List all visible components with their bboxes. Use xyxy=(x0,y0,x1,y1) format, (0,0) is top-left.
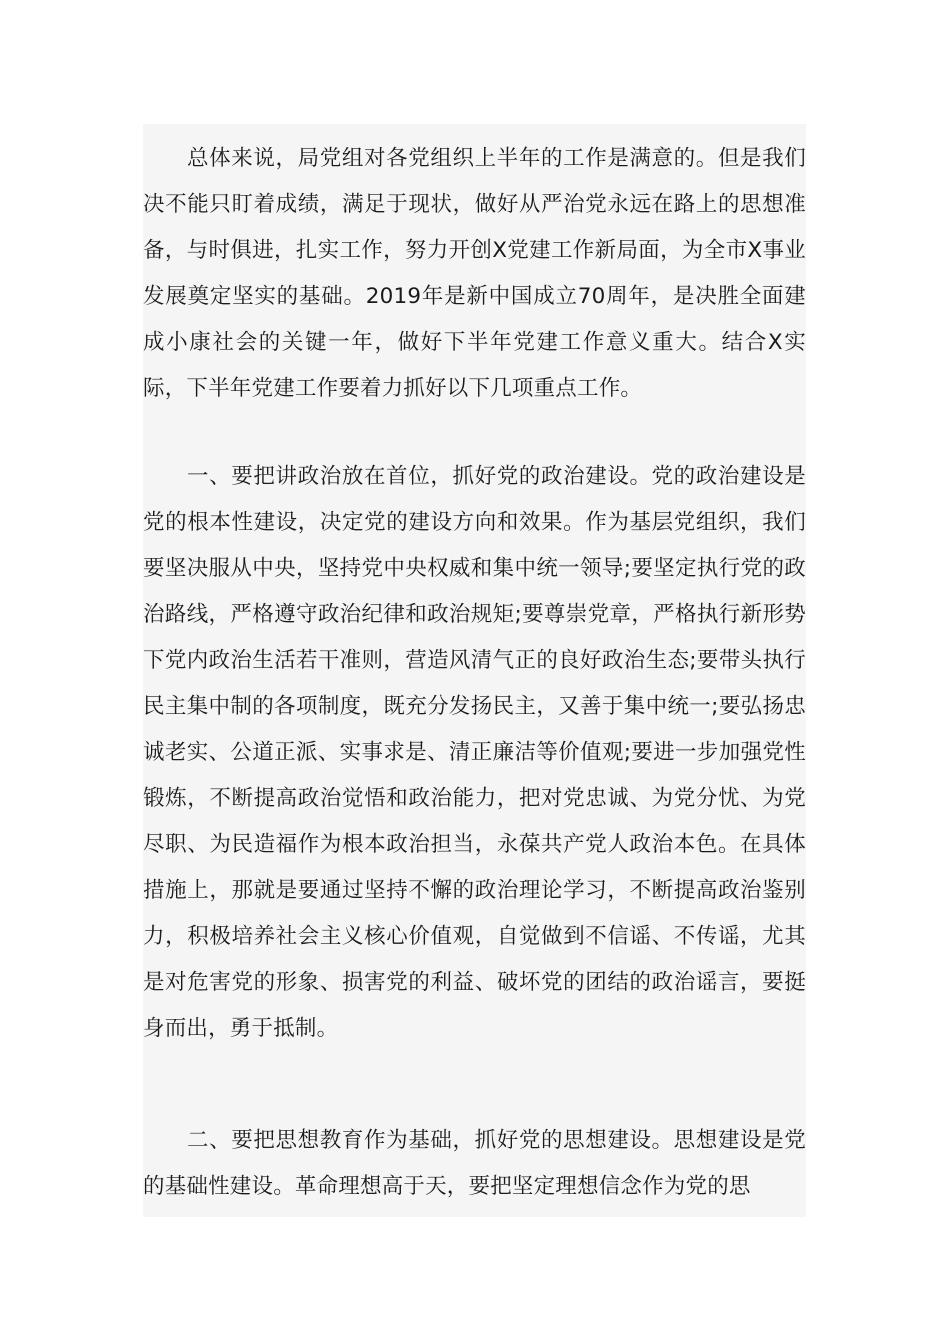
paragraph-ideological-building: 二、要把思想教育作为基础，抓好党的思想建设。思想建设是党的基础性建设。革命理想高于天，要把坚定理想信念作为党的思 xyxy=(143,1128,806,1199)
paragraph-political-building: 一、要把讲政治放在首位，抓好党的政治建设。党的政治建设是党的根本性建设，决定党的建设方向和效果。作为基层党组织，我们要坚决服从中央，坚持党中央权威和集中统一领导;要坚定执行党的政治路线，严格遵守政治纪律和政治规矩;要尊崇党章，严格执行新形势下党内政治生活若干准则，营造风清气正的良好政治生态;要带头执行民主集中制的各项制度，既充分发扬民主，又善于集中统一;要弘扬忠诚老实、公道正派、实事求是、清正廉洁等价值观;要进一步加强党性锻炼，不断提高政治觉悟和政治能力，把对党忠诚、为党分忧、为党尽职、为民造福作为根本政治担当，永葆共产党人政治本色。在具体措施上，那就是要通过坚持不懈的政治理论学习，不断提高政治鉴别力，积极培养社会主义核心价值观，自觉做到不信谣、不传谣，尤其是对危害党的形象、损害党的利益、破坏党的团结的政治谣言，要挺身而出，勇于抵制。 xyxy=(143,464,806,1041)
paragraph-block-3 xyxy=(143,1113,806,1217)
paragraph-block-2 xyxy=(143,452,806,1113)
paragraph-block-1 xyxy=(143,124,806,452)
paragraph-intro: 总体来说，局党组对各党组织上半年的工作是满意的。但是我们决不能只盯着成绩，满足于现状，做好从严治党永远在路上的思想准备，与时俱进，扎实工作，努力开创X党建工作新局面，为全市X事业发展奠定坚实的基础。2019年是新中国成立70周年，是决胜全面建成小康社会的关键一年，做好下半年党建工作意义重大。结合X实际，下半年党建工作要着力抓好以下几项重点工作。 xyxy=(143,146,806,401)
